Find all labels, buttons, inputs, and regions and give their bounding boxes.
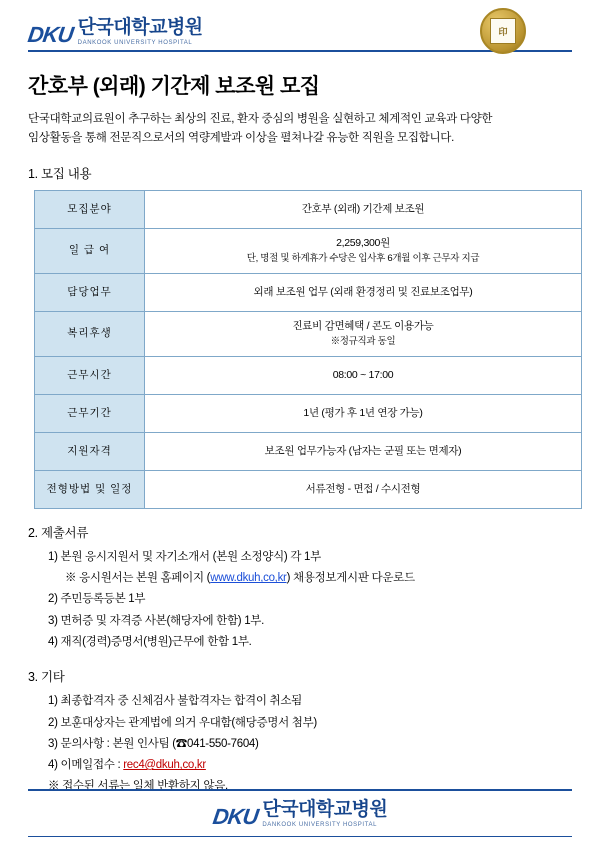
table-row (35, 470, 582, 508)
hospital-website-link[interactable]: www.dkuh,co,kr (210, 572, 287, 585)
row-value (145, 190, 582, 228)
intro-line-1: 단국대학교의료원이 추구하는 최상의 진료, 환자 중심의 병원을 실현하고 체계적인 교육과 다양한 (28, 113, 493, 125)
table-row (35, 356, 582, 394)
row-value-main: 간호부 (외래) 기간제 보조원 (301, 202, 425, 215)
recruitment-table (34, 190, 582, 509)
table-row (35, 228, 582, 273)
seal-inner-text: 印 (490, 18, 516, 44)
list-item: 3) 면허증 및 자격증 사본(해당자에 한함) 1부. (48, 614, 264, 627)
hospital-name-korean: 단국대학교병원 (77, 17, 203, 38)
dku-logo-mark: DKU (26, 22, 75, 47)
row-label: 지원자격 (35, 432, 145, 470)
list-item: 2) 주민등록등본 1부 (48, 593, 146, 606)
row-value-sub: 단, 명절 및 하계휴가 수당은 입사후 6개월 이후 근무자 지급 (246, 252, 480, 264)
section1-title: 1. 모집 내용 (28, 166, 92, 181)
list-item-email (48, 755, 572, 776)
row-label: 담당업무 (35, 273, 145, 311)
contact-email-link[interactable]: rec4@dkuh,co,kr (123, 759, 206, 772)
page-title: 간호부 (외래) 기간제 보조원 모집 (28, 75, 320, 98)
intro-paragraph (28, 110, 572, 148)
intro-line-2: 임상활동을 통해 전문직으로서의 역량계발과 이상을 펼쳐나갈 유능한 직원을 모집합니다. (28, 131, 454, 144)
note-prefix: ※ 응시원서는 본원 홈페이지 ( (65, 572, 211, 585)
row-value-main: 보조원 업무가능자 (남자는 군필 또는 면제자) (264, 444, 462, 457)
list-item: 1) 본원 응시지원서 및 자기소개서 (본원 소정양식) 각 1부 (48, 550, 321, 563)
section2-title: 2. 제출서류 (28, 525, 89, 540)
list-item: 2) 보훈대상자는 관계법에 의거 우대함(해당증명서 첨부) (48, 716, 317, 729)
row-value-sub: ※정규직과 동일 (330, 335, 396, 347)
dku-logo-mark-footer: DKU (210, 804, 260, 829)
section3-title: 3. 기타 (28, 670, 65, 685)
row-label: 일 급 여 (35, 228, 145, 273)
row-label: 근무시간 (35, 356, 145, 394)
table-row (35, 432, 582, 470)
footer-divider-bottom (28, 836, 572, 837)
row-value-main: 서류전형 - 면접 / 수시전형 (305, 482, 421, 495)
row-label: 모집분야 (35, 190, 145, 228)
row-label: 근무기간 (35, 394, 145, 432)
row-value (145, 432, 582, 470)
note-suffix: ) 채용정보게시판 다운로드 (286, 572, 415, 585)
list-item-note (48, 568, 572, 589)
email-label: 4) 이메일접수 : (48, 759, 124, 772)
row-value (145, 356, 582, 394)
row-value (145, 228, 582, 273)
table-row (35, 394, 582, 432)
section3-footnote: ※ 접수된 서류는 일체 반환하지 않음. (48, 780, 228, 793)
row-value-main: 08:00 ~ 17:00 (332, 368, 394, 381)
list-item: 3) 문의사항 : 본원 인사팀 (☎041-550-7604) (48, 737, 259, 750)
row-label: 복리후생 (35, 311, 145, 356)
row-value (145, 273, 582, 311)
hospital-name-english: DANKOOK UNIVERSITY HOSPITAL (77, 40, 193, 46)
row-value (145, 470, 582, 508)
row-value (145, 394, 582, 432)
hospital-name-korean-footer: 단국대학교병원 (262, 799, 388, 820)
section3-list (28, 691, 572, 776)
document-footer (0, 789, 600, 837)
row-value-main: 1년 (평가 후 1년 연장 가능) (303, 406, 423, 419)
list-item: 1) 최종합격자 중 신체검사 불합격자는 합격이 취소됨 (48, 695, 302, 708)
hospital-name-english-footer: DANKOOK UNIVERSITY HOSPITAL (262, 822, 378, 828)
table-row (35, 311, 582, 356)
table-row (35, 190, 582, 228)
official-seal-icon (480, 8, 526, 54)
section3 (28, 667, 572, 797)
document-header (28, 0, 572, 56)
row-value-main: 진료비 감면혜택 / 콘도 이용가능 (292, 319, 434, 332)
row-label: 전형방법 및 일정 (35, 470, 145, 508)
section2-list (28, 547, 572, 653)
row-value-main: 외래 보조원 업무 (외래 환경정리 및 진료보조업무) (253, 285, 473, 298)
section2 (28, 523, 572, 653)
table-row (35, 273, 582, 311)
footer-logo (28, 791, 572, 836)
list-item: 4) 재직(경력)증명서(병원)근무에 한함 1부. (48, 636, 252, 648)
row-value (145, 311, 582, 356)
row-value-main: 2,259,300원 (336, 236, 390, 249)
